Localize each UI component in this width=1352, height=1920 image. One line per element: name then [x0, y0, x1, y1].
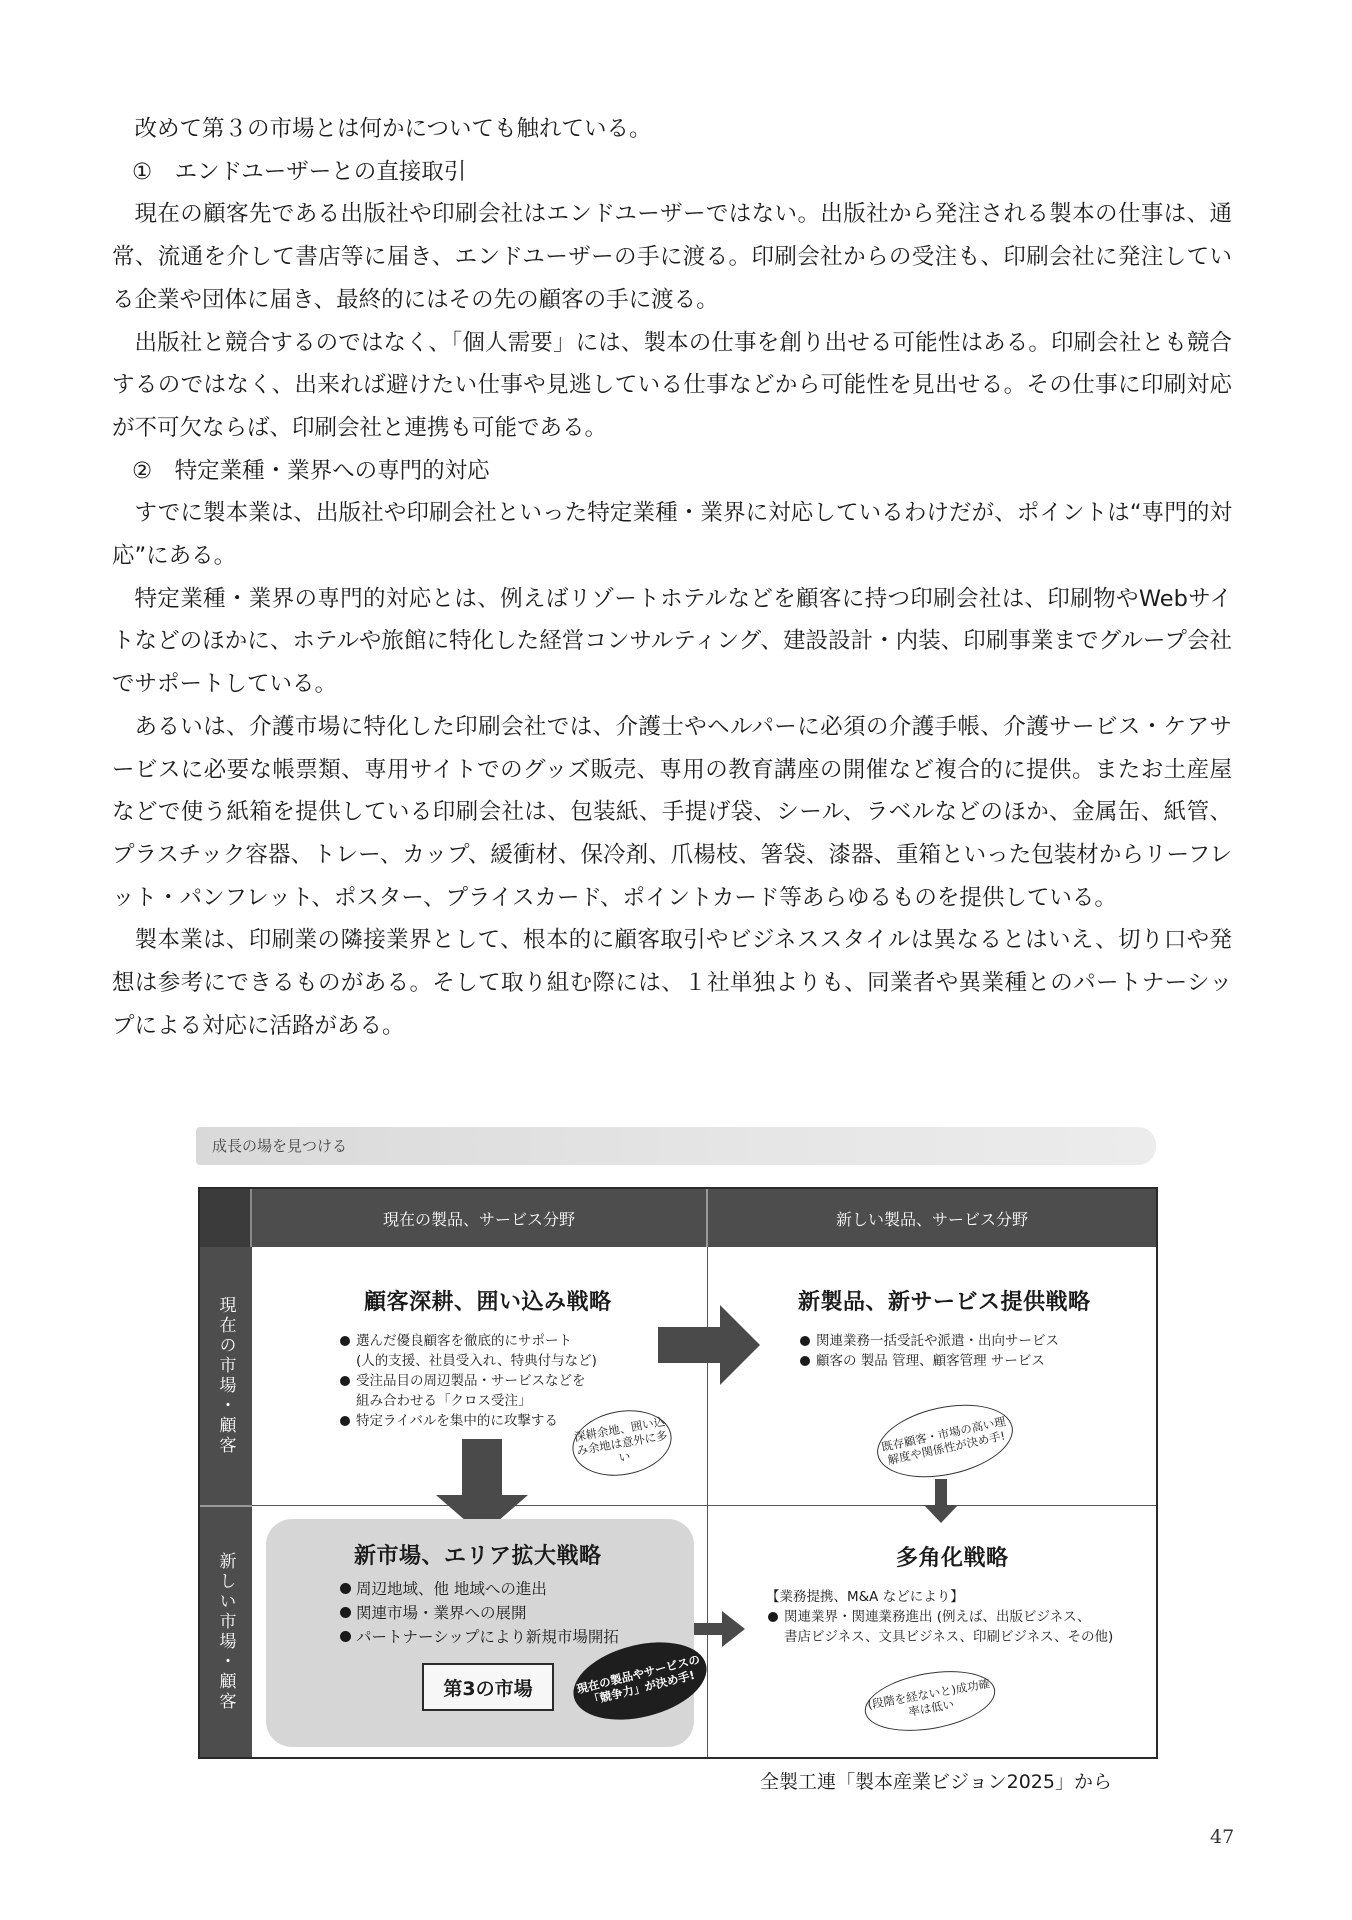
q1-bullets-3 [338, 1411, 608, 1431]
q2-title: 新製品、新サービス提供戦略 [798, 1290, 1091, 1315]
row-header-new: 新しい市場・顧客 [215, 1552, 236, 1712]
q3-bullets [338, 1577, 658, 1649]
figure-title: 成長の場を見つける [212, 1137, 348, 1155]
q1-bullet-1: 選んだ優良顧客を徹底的にサポート [338, 1331, 608, 1351]
q1-bullet-2: 受注品目の周辺製品・サービスなどを [338, 1371, 608, 1391]
arrow-down-small-icon [924, 1479, 958, 1523]
q2-bullet-1: 関連業務一括受託や派遣・出向サービス [798, 1331, 1118, 1351]
page-number: 47 [1210, 1826, 1235, 1848]
q4-bullet-1-sub: 書店ビジネス、文具ビジネス、印刷ビジネス、その他) [784, 1629, 1114, 1645]
strategy-matrix [198, 1187, 1158, 1759]
q4-bullets [766, 1607, 1136, 1627]
q2-bullet-2: 顧客の 製品 管理、顧客管理 サービス [798, 1351, 1118, 1371]
q1-bullets [338, 1331, 608, 1351]
paragraph-end-user-2: 出版社と競合するのではなく、「個人需要」には、製本の仕事を創り出せる可能性はある。印刷会社とも競合するのではなく、出来れば避けたい仕事や見逃している仕事などから可能性を見出せる。その仕事に印刷対応が不可欠ならば、印刷会社と連携も可能である。 [112, 329, 1232, 441]
figure-title-bar [196, 1127, 1156, 1165]
paragraph-specialized-2: 特定業種・業界の専門的対応とは、例えばリゾートホテルなどを顧客に持つ印刷会社は、印刷物やWebサイトなどのほかに、ホテルや旅館に特化した経営コンサルティング、建設設計・内装、印刷事業までグループ会社でサポートしている。 [112, 585, 1232, 698]
q3-bullet-2: 関連市場・業界への展開 [338, 1601, 658, 1625]
q3-bullet-1: 周辺地域、他 地域への進出 [338, 1577, 658, 1601]
q1-bullets-2 [338, 1371, 608, 1391]
paragraph-intro: 改めて第３の市場とは何かについても触れている。 [134, 116, 652, 142]
q2-bubble: 既存顧客・市場の高い理解度や関係性が決め手! [870, 1393, 1019, 1488]
q4-bubble: (段階を経ないと)成功確率は低い [860, 1662, 1000, 1740]
row-header-current: 現在の市場・顧客 [215, 1296, 236, 1456]
q1-bullet-3: 特定ライバルを集中的に攻撃する [338, 1411, 608, 1431]
figure-caption: 全製工連「製本産業ビジョン2025」から [760, 1771, 1112, 1793]
column-header-current: 現在の製品、サービス分野 [382, 1209, 575, 1229]
arrow-right-icon [658, 1305, 760, 1385]
q4-note: 【業務提携、M&A などにより】 [766, 1589, 964, 1605]
q1-title: 顧客深耕、囲い込み戦略 [364, 1290, 612, 1315]
q3-title: 新市場、エリア拡大戦略 [354, 1544, 602, 1569]
q4-title: 多角化戦略 [896, 1546, 1009, 1571]
q3-bullet-3: パートナーシップにより新規市場開拓 [338, 1625, 658, 1649]
paragraph-specialized-3: あるいは、介護市場に特化した印刷会社では、介護士やヘルパーに必須の介護手帳、介護サービス・ケアサービスに必要な帳票類、専用サイトでのグッズ販売、専用の教育講座の開催など複合的に提供。またお土産屋などで使う紙箱を提供している印刷会社は、包装紙、手提げ袋、シール、ラベルなどのほか、金属缶、紙管、プラスチック容器、トレー、カップ、緩衝材、保冷剤、爪楊枝、箸袋、漆器、重箱といった包装材からリーフレット・パンフレット、ポスター、プライスカード、ポイントカード等あらゆるものを提供している。 [112, 713, 1232, 911]
paragraph-specialized-1: すでに製本業は、出版社や印刷会社といった特定業種・業界に対応しているわけだが、ポイントは“専門的対応”にある。 [112, 500, 1232, 570]
q1-bullet-1-sub: (人的支援、社員受入れ、特典付与など) [356, 1353, 597, 1369]
q1-bubble: 深耕余地、囲い込み余地は意外に多い [567, 1403, 677, 1483]
third-market-box: 第3の市場 [422, 1663, 554, 1711]
body-text [112, 108, 1232, 1047]
paragraph-conclusion: 製本業は、印刷業の隣接業界として、根本的に顧客取引やビジネススタイルは異なるとはいえ、切り口や発想は参考にできるものがある。そして取り組む際には、１社単独よりも、同業者や異業種とのパートナーシップによる対応に活路がある。 [112, 927, 1232, 1039]
paragraph-end-user-1: 現在の顧客先である出版社や印刷会社はエンドユーザーではない。出版社から発注される製本の仕事は、通常、流通を介して書店等に届き、エンドユーザーの手に渡る。印刷会社からの受注も、印刷会社に発注している企業や団体に届き、最終的にはその先の顧客の手に渡る。 [112, 201, 1232, 313]
heading-specialized: ② 特定業種・業界への専門的対応 [132, 457, 490, 484]
column-header-new: 新しい製品、サービス分野 [835, 1209, 1028, 1229]
q3-bubble: 現在の製品やサービスの「競争力」が決め手! [565, 1630, 714, 1733]
q1-bullet-2-sub: 組み合わせる「クロス受注」 [356, 1393, 532, 1409]
q2-bullets [798, 1331, 1118, 1371]
heading-end-user: ① エンドユーザーとの直接取引 [132, 158, 467, 185]
q4-bullet-1: 関連業界・関連業務進出 (例えば、出版ビジネス、 [766, 1607, 1136, 1627]
